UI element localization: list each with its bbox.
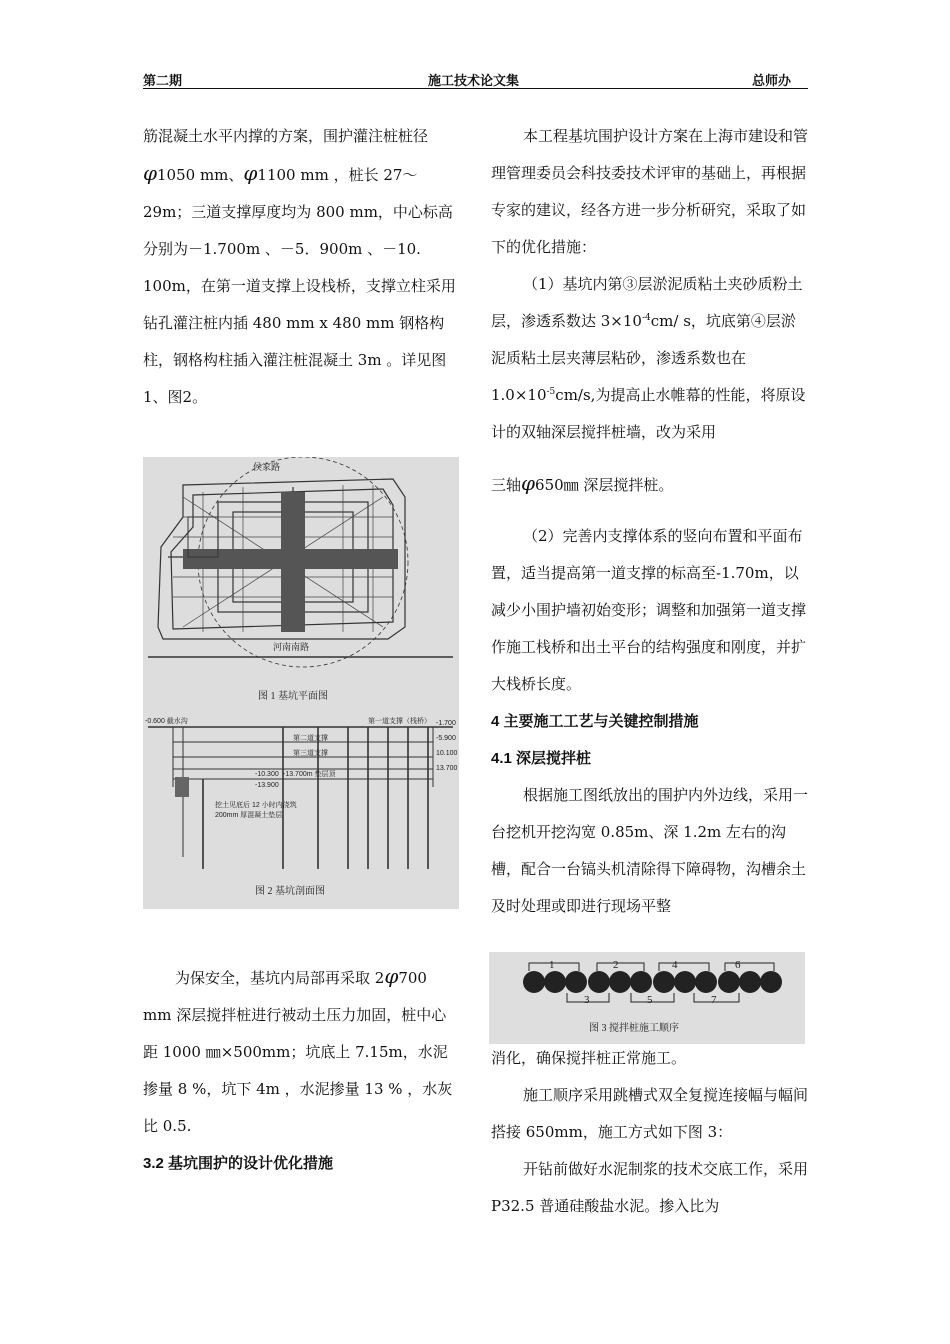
- section-label: -0.600 截水沟: [145, 718, 188, 725]
- right-column-top: [491, 118, 809, 925]
- road-top-label: 侯家路: [253, 462, 281, 472]
- order-label: 1: [549, 959, 555, 971]
- text: 筋混凝土水平内撑的方案，围护灌注桩桩径: [143, 127, 429, 145]
- header-center: 施工技术论文集: [428, 74, 520, 89]
- figure-3-caption: 图 3 搅拌桩施工顺序: [589, 1023, 679, 1034]
- order-label: 2: [613, 959, 619, 971]
- figure-1-caption: 图 1 基坑平面图: [258, 691, 328, 702]
- paragraph: 根据施工图纸放出的围护内外边线，采用一台挖机开挖沟宽 0.85m、深 1.2m 左右的沟槽，配合一台镐头机清除得下障碍物，沟槽余土及时处理或即进行现场平整: [491, 786, 809, 915]
- section-heading-4-1: 4.1 深层搅拌桩: [491, 750, 592, 767]
- header-rule: [143, 88, 808, 89]
- header-right: 总师办: [752, 74, 792, 89]
- order-label: 7: [711, 994, 717, 1006]
- superscript: -5: [546, 387, 556, 397]
- paragraph: [491, 465, 809, 504]
- figure-1-2-drawing: [143, 457, 459, 909]
- paragraph: [143, 958, 459, 1145]
- phi-symbol: φ: [384, 964, 399, 988]
- section-label: 第二道支撑: [293, 735, 328, 742]
- order-label: 6: [735, 959, 741, 971]
- text: 1050 mm、: [157, 166, 244, 184]
- phi-symbol: φ: [521, 471, 536, 495]
- paragraph: [491, 266, 809, 451]
- left-column-bottom: [143, 958, 459, 1182]
- figure-1-2: [143, 457, 459, 909]
- section-note: 200mm 厚混凝土垫层: [215, 812, 283, 819]
- left-column-top: [143, 118, 459, 416]
- section-label: -10.300: [255, 771, 279, 778]
- text: 1100 mm ，桩长 27～29m；三道支撑厚度均为 800 mm，中心标高分别为－1.700m 、－5．900m 、－10. 100m，在第一道支撑上设栈桥，支撑立柱采用钻孔灌注桩内插 480 mm x 480 mm 钢格构柱，钢格构柱插入灌注桩混凝土 3m 。详见图1、图2。: [143, 166, 456, 406]
- paragraph: （2）完善内支撑体系的竖向布置和平面布置，适当提高第一道支撑的标高至-1.70m，以减少小围护墙初始变形；调整和加强第一道支撑作施工栈桥和出土平台的结构强度和刚度，并扩大栈桥长度。: [491, 527, 807, 693]
- paragraph: 施工顺序采用跳槽式双全复搅连接幅与幅间搭接 650mm，施工方式如下图 3：: [491, 1086, 809, 1141]
- text: cm/ s，坑底第④层淤泥质粘土层夹薄层粘砂，渗透系数也在 1.0×10: [491, 312, 796, 404]
- section-note: 挖土见底后 12 小时内浇筑: [215, 802, 297, 809]
- section-label: 第三道支撑: [293, 750, 328, 757]
- phi-symbol: φ: [243, 161, 258, 185]
- paragraph: 消化，确保搅拌桩正常施工。: [491, 1049, 687, 1067]
- road-bottom-label: 河南南路: [273, 642, 310, 652]
- text: 700 mm 深层搅拌桩进行被动土压力加固，桩中心距 1000 ㎜×500mm；坑底上 7.15m，水泥掺量 8 %，坑下 4m ，水泥掺量 13 % ，水灰比 0.5.: [143, 969, 453, 1135]
- section-label: 第一道支撑（栈桥）: [368, 718, 431, 725]
- section-label: 10.100: [436, 750, 458, 757]
- section-label: -1.700: [436, 720, 456, 727]
- order-label: 3: [584, 994, 590, 1006]
- order-label: 5: [647, 994, 653, 1006]
- section-label: -13.900: [255, 782, 279, 789]
- section-label: -13.700m 垫层顶: [283, 771, 336, 778]
- paragraph: [143, 118, 459, 416]
- figure-3-drawing: [489, 952, 805, 1044]
- text: 三轴: [491, 476, 522, 494]
- right-column-bottom: [491, 1040, 809, 1225]
- text: （1）基坑内第③层淤泥质粘土夹砂质粉土层，渗透系数达 3×10: [491, 275, 803, 330]
- figure-2-caption: 图 2 基坑剖面图: [255, 886, 325, 897]
- phi-symbol: φ: [143, 161, 158, 185]
- section-label: 13.700: [436, 765, 458, 772]
- text: 为保安全，基坑内局部再采取 2: [175, 969, 385, 987]
- section-heading-4: 4 主要施工工艺与关键控制措施: [491, 713, 699, 730]
- text: 650㎜ 深层搅拌桩。: [535, 476, 674, 494]
- superscript: -4: [641, 313, 651, 323]
- text: cm/s,为提高止水帷幕的性能，将原设计的双轴深层搅拌桩墙，改为采用: [491, 386, 806, 441]
- figure-3: [489, 952, 805, 1044]
- paragraph: 本工程基坑围护设计方案在上海市建设和管理管理委员会科技委技术评审的基础上，再根据专家的建议，经各方进一步分析研究，采取了如下的优化措施：: [491, 127, 809, 256]
- section-heading-3-2: 3.2 基坑围护的设计优化措施: [143, 1155, 334, 1172]
- section-label: -5.900: [436, 735, 456, 742]
- order-label: 4: [672, 959, 678, 971]
- header-left: 第二期: [143, 74, 183, 89]
- paragraph: 开钻前做好水泥制浆的技术交底工作，采用 P32.5 普通硅酸盐水泥。掺入比为: [491, 1160, 809, 1215]
